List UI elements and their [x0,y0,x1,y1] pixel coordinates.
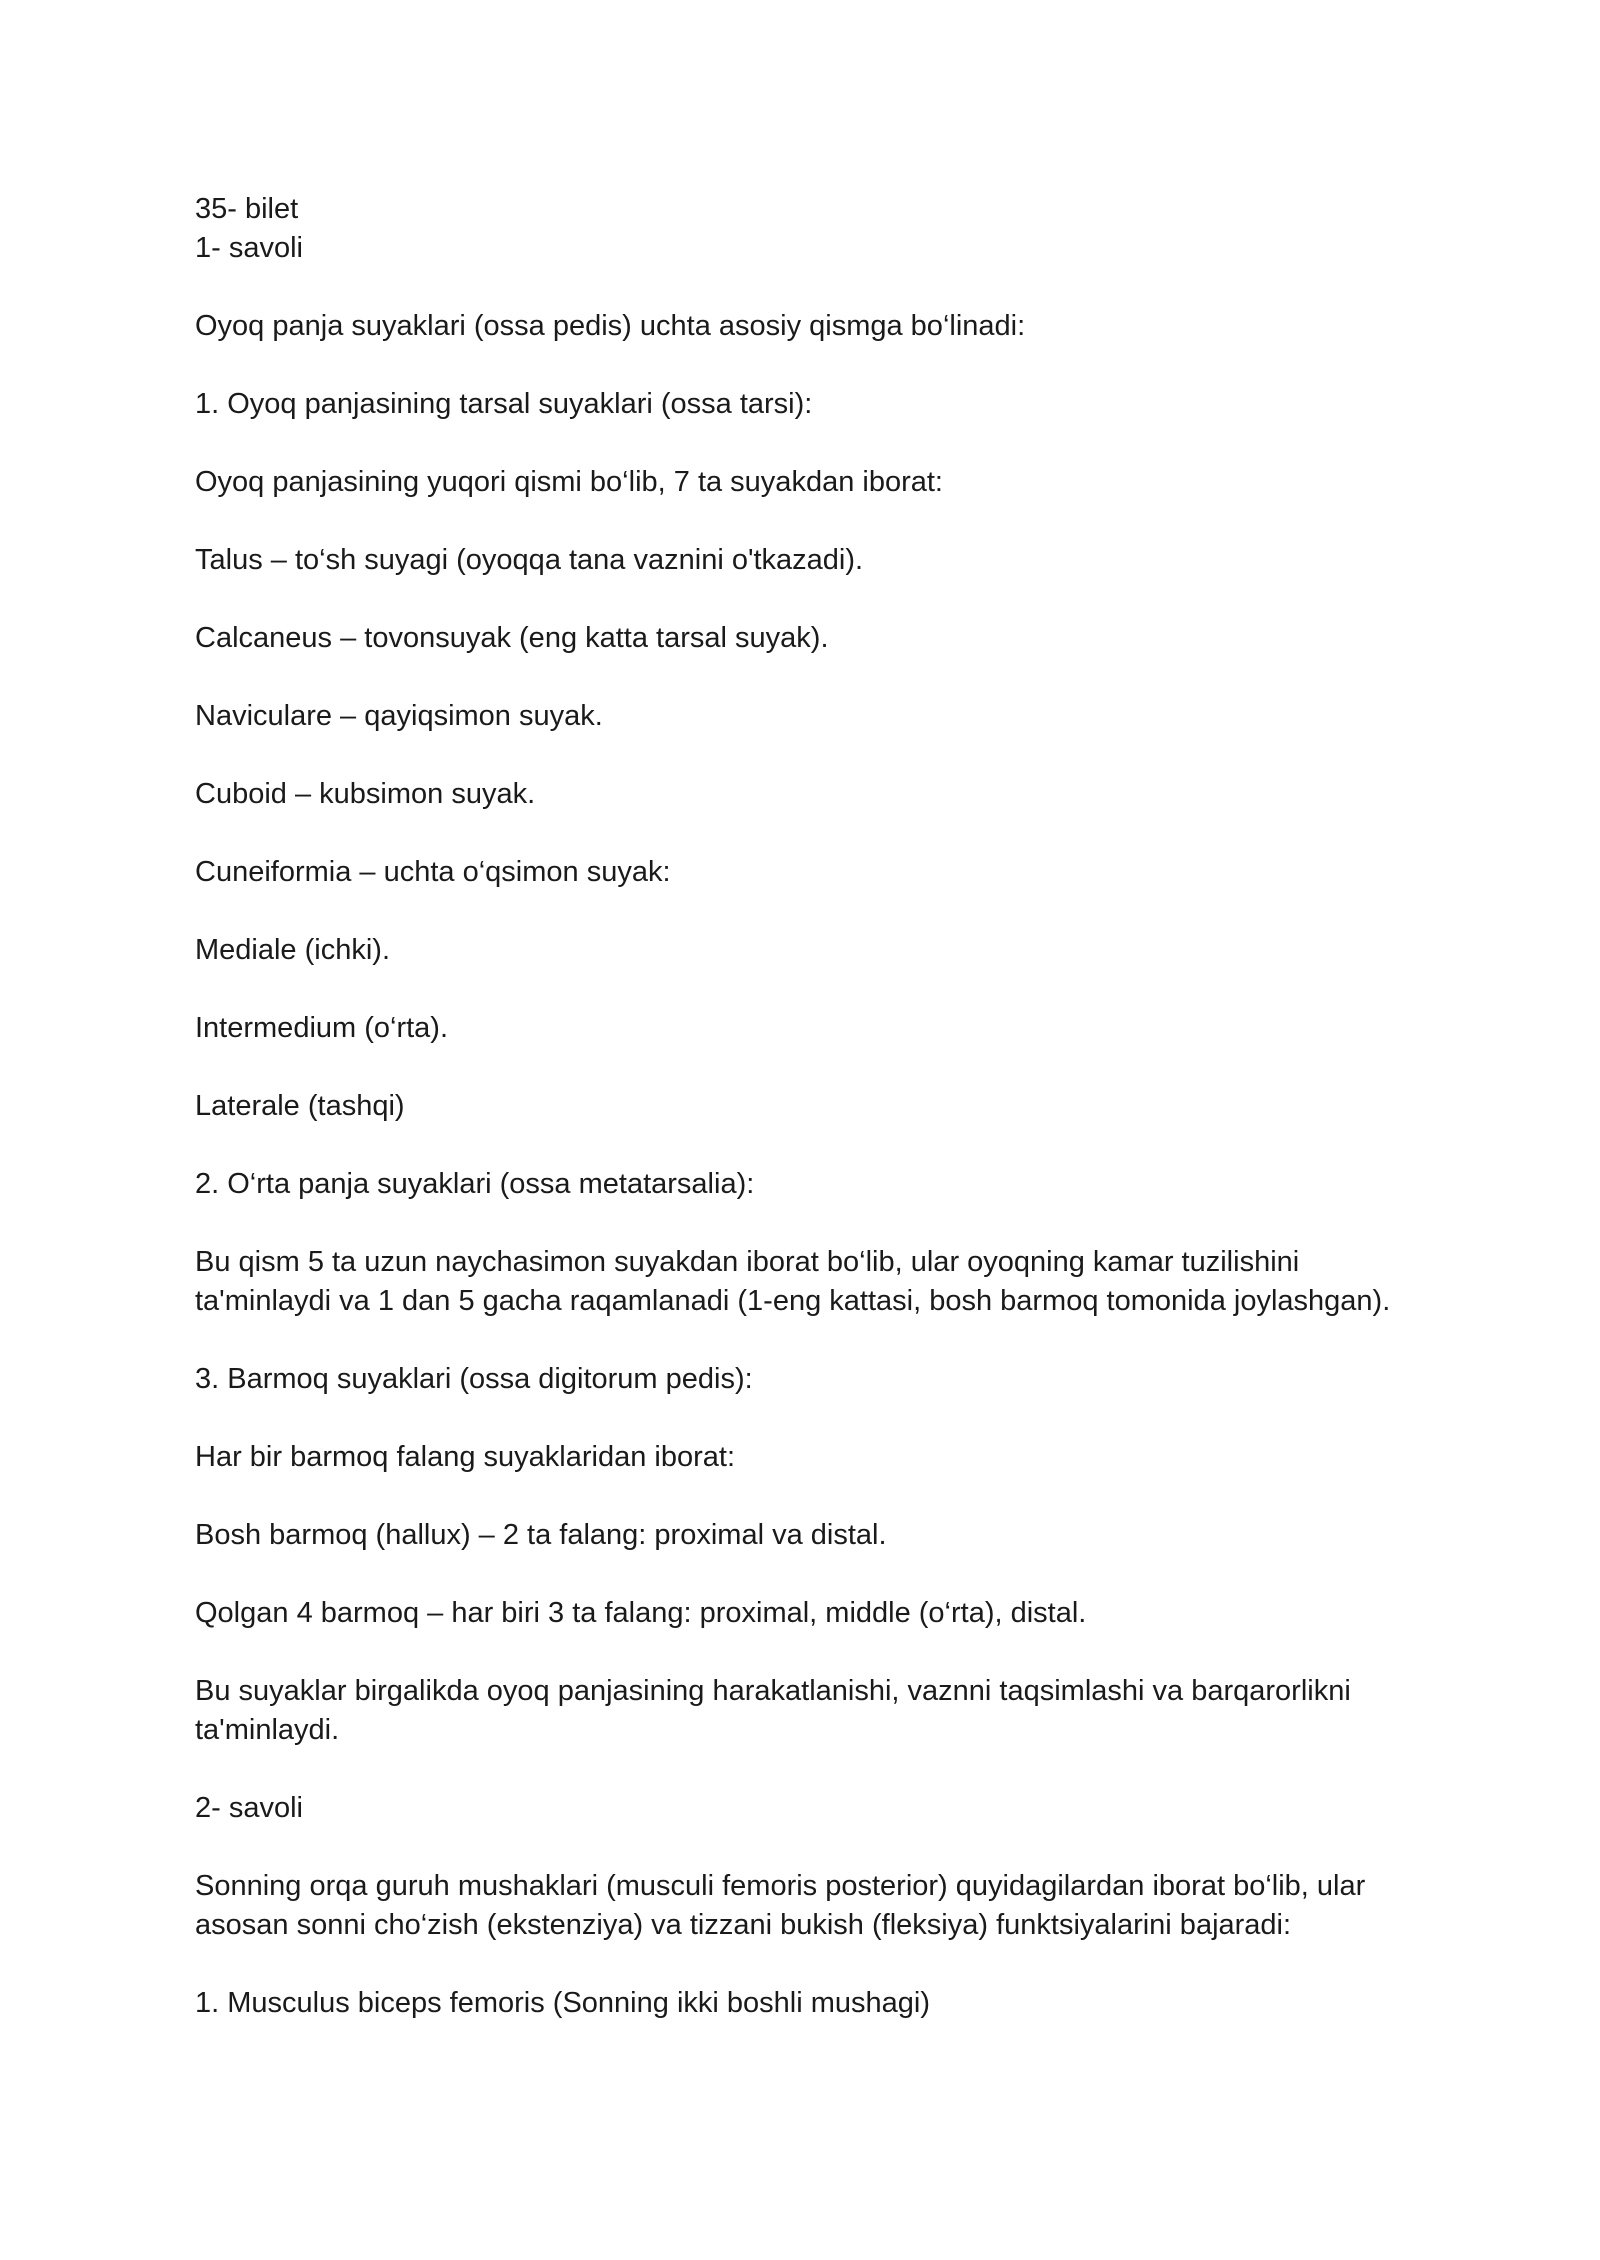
ticket-number: 35- bilet [195,193,299,225]
section-heading: 1. Oyoq panjasining tarsal suyaklari (ossa tarsi): [195,388,813,420]
list-item: Naviculare – qayiqsimon suyak. [195,700,603,732]
question-number: 2- savoli [195,1792,303,1824]
section-heading: 1. Musculus biceps femoris (Sonning ikki boshli mushagi) [195,1987,930,2019]
list-item: Talus – to‘sh suyagi (oyoqqa tana vaznini o'tkazadi). [195,544,864,576]
list-item: Laterale (tashqi) [195,1090,405,1122]
list-item: Calcaneus – tovonsuyak (eng katta tarsal suyak). [195,622,829,654]
section-heading: 2. O‘rta panja suyaklari (ossa metatarsalia): [195,1168,755,1200]
list-item: Mediale (ichki). [195,934,390,966]
paragraph: Har bir barmoq falang suyaklaridan iborat: [195,1441,735,1473]
paragraph: Bu suyaklar birgalikda oyoq panjasining harakatlanishi, vaznni taqsimlashi va barqarorlikni ta'minlaydi. [195,1675,1359,1746]
section-heading: 3. Barmoq suyaklari (ossa digitorum pedis): [195,1363,753,1395]
question-number: 1- savoli [195,232,303,264]
paragraph: Oyoq panja suyaklari (ossa pedis) uchta asosiy qismga bo‘linadi: [195,310,1026,342]
paragraph: Oyoq panjasining yuqori qismi bo‘lib, 7 ta suyakdan iborat: [195,466,943,498]
list-item: Cuboid – kubsimon suyak. [195,778,536,810]
document-page [195,190,1415,2023]
list-item: Intermedium (o‘rta). [195,1012,449,1044]
paragraph: Bu qism 5 ta uzun naychasimon suyakdan iborat bo‘lib, ular oyoqning kamar tuzilishini ta'minlaydi va 1 dan 5 gacha raqamlanadi (1-eng kattasi, bosh barmoq tomonida joylashgan). [195,1246,1391,1317]
paragraph: Sonning orqa guruh mushaklari (musculi femoris posterior) quyidagilardan iborat bo‘lib, ular asosan sonni cho‘zish (ekstenziya) va tizzani bukish (fleksiya) funktsiyalarini bajaradi: [195,1870,1374,1941]
list-item: Qolgan 4 barmoq – har biri 3 ta falang: proximal, middle (o‘rta), distal. [195,1597,1087,1629]
list-item: Bosh barmoq (hallux) – 2 ta falang: proximal va distal. [195,1519,887,1551]
list-item: Cuneiformia – uchta o‘qsimon suyak: [195,856,671,888]
